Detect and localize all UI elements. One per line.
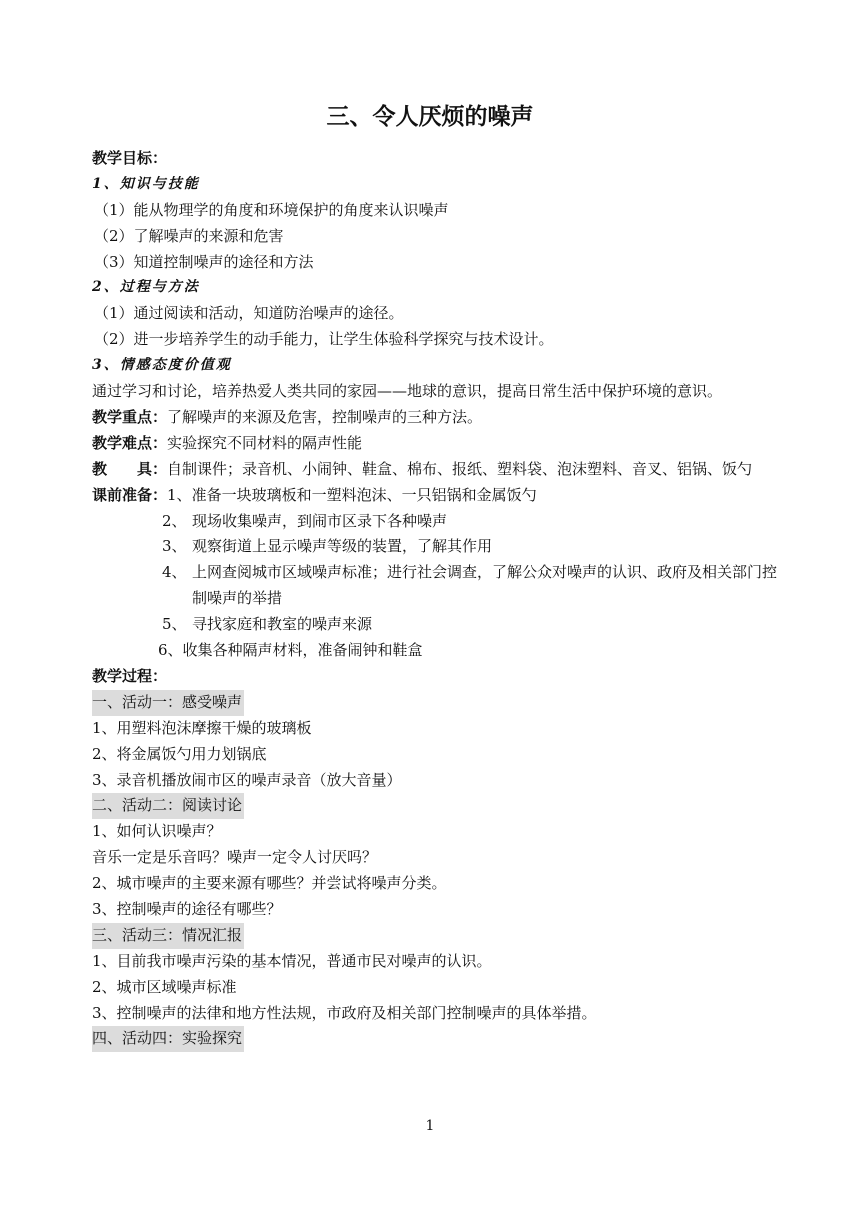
difficulty-text: 实验探究不同材料的隔声性能 (167, 433, 363, 452)
prep-item-text: 收集各种隔声材料，准备闹钟和鞋盒 (182, 641, 423, 660)
prep-item-text: 观察街道上显示噪声等级的装置，了解其作用 (192, 537, 493, 556)
prep-item (92, 638, 782, 664)
activity3-heading-row (92, 923, 782, 949)
activity2-item: 3、控制噪声的途径有哪些？ (92, 899, 282, 918)
prep-item (92, 560, 782, 612)
goals-heading: 教学目标： (92, 149, 168, 167)
activity2-item: 音乐一定是乐音吗？噪声一定令人讨厌吗？ (92, 848, 378, 867)
prep-item-text: 准备一块玻璃板和一塑料泡沫、一只铝锅和金属饭勺 (191, 485, 537, 504)
page-number: 1 (425, 1118, 435, 1134)
lesson-plan-body (92, 146, 782, 1052)
activity3-heading: 三、活动三：情况汇报 (92, 923, 244, 949)
goal1-item: （1）能从物理学的角度和环境保护的角度来认识噪声 (94, 200, 449, 219)
goal2-item: （1）通过阅读和活动，知道防治噪声的途径。 (94, 304, 404, 323)
key-point-text: 了解噪声的来源及危害，控制噪声的三种方法。 (167, 407, 483, 426)
goal3-text: 通过学习和讨论，培养热爱人类共同的家园——地球的意识，提高日常生活中保护环境的意识。 (92, 382, 723, 401)
prep-item-number: 6、 (158, 641, 183, 660)
key-point-row (92, 405, 782, 431)
prep-item-number: 5、 (162, 615, 187, 634)
prep-item-text: 寻找家庭和教室的噪声来源 (192, 615, 373, 634)
prep-item (92, 612, 782, 638)
activity1-heading: 一、活动一：感受噪声 (92, 690, 244, 716)
activity2-heading: 二、活动二：阅读讨论 (92, 793, 244, 819)
goal2-item: （2）进一步培养学生的动手能力，让学生体验科学探究与技术设计。 (94, 330, 554, 349)
activity4-heading: 四、活动四：实验探究 (92, 1026, 244, 1052)
activity2-item: 2、城市噪声的主要来源有哪些？并尝试将噪声分类。 (92, 874, 447, 893)
goal1-item: （3）知道控制噪声的途径和方法 (94, 252, 314, 271)
goal3-heading: 3、情感态度价值观 (92, 357, 232, 374)
prep-item (92, 534, 782, 560)
tools-text: 自制课件；录音机、小闹钟、鞋盒、棉布、报纸、塑料袋、泡沫塑料、音叉、铝锅、饭勺 (167, 459, 753, 478)
prep-item-number: 4、 (162, 563, 187, 582)
activity2-heading-row (92, 793, 782, 819)
activity4-heading-row (92, 1026, 782, 1052)
activity3-item: 2、城市区域噪声标准 (92, 977, 237, 996)
process-heading: 教学过程： (92, 666, 168, 685)
activity2-item: 1、如何认识噪声？ (92, 822, 222, 841)
activity1-item: 3、录音机播放闹市区的噪声录音（放大音量） (92, 770, 402, 789)
activity1-item: 1、用塑料泡沫摩擦干燥的玻璃板 (92, 718, 312, 737)
prep-item-text: 现场收集噪声，到闹市区录下各种噪声 (192, 511, 448, 530)
page-title: 三、令人厌烦的噪声 (326, 103, 534, 130)
tools-label: 教 具： (92, 459, 168, 478)
prep-row (92, 483, 782, 509)
activity3-item: 1、目前我市噪声污染的基本情况，普通市民对噪声的认识。 (92, 951, 492, 970)
prep-item-number: 3、 (162, 537, 187, 556)
prep-item-text: 上网查阅城市区域噪声标准；进行社会调查，了解公众对噪声的认识、政府及相关部门控制噪声的举措 (192, 563, 778, 608)
prep-item (92, 509, 782, 535)
difficulty-row (92, 431, 782, 457)
difficulty-label: 教学难点： (92, 433, 168, 452)
prep-label: 课前准备： (92, 485, 168, 504)
goal1-item: （2）了解噪声的来源和危害 (94, 226, 284, 245)
goal1-heading: 1、知识与技能 (92, 175, 200, 192)
key-point-label: 教学重点： (92, 407, 168, 426)
goal2-heading: 2、过程与方法 (92, 279, 200, 296)
prep-item-number: 2、 (162, 511, 187, 530)
activity1-heading-row (92, 690, 782, 716)
activity3-item: 3、控制噪声的法律和地方性法规，市政府及相关部门控制噪声的具体举措。 (92, 1003, 597, 1022)
tools-row (92, 457, 782, 483)
activity1-item: 2、将金属饭勺用力划锅底 (92, 744, 267, 763)
prep-item-number: 1、 (167, 485, 192, 504)
